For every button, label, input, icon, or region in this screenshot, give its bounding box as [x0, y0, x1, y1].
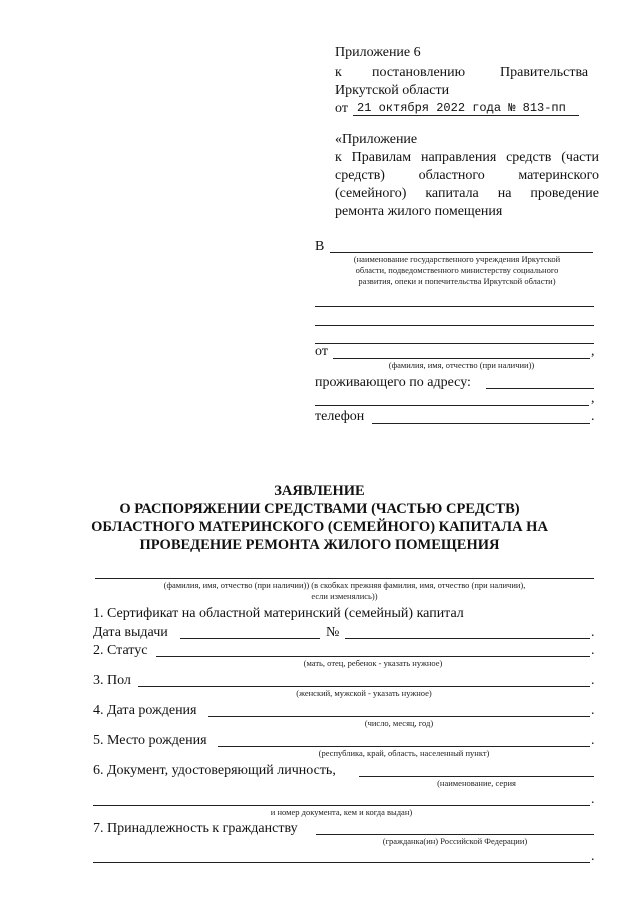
- item4-dot: .: [591, 703, 595, 718]
- addressee-hint-2: области, подведомственного министерству социального: [355, 265, 559, 275]
- certificate-number-sign: №: [326, 625, 340, 640]
- phone-label: телефон: [315, 409, 365, 424]
- addressee-blank-line-3[interactable]: [315, 343, 594, 344]
- citizenship-line-2[interactable]: [93, 862, 590, 863]
- addressee-to: В: [315, 239, 325, 254]
- residence-line-1[interactable]: [486, 388, 594, 389]
- from-fio-line[interactable]: [333, 358, 590, 359]
- rules-line-2: к Правилам направления средств (части: [335, 150, 599, 165]
- status-hint: (мать, отец, ребенок - указать нужное): [303, 658, 443, 668]
- appendix-region: Иркутской области: [335, 83, 450, 98]
- rules-line-5: ремонта жилого помещения: [335, 204, 503, 219]
- appendix-government: Правительства: [500, 65, 589, 80]
- addressee-blank-line-2[interactable]: [315, 325, 594, 326]
- citizenship-hint: (гражданка(ин) Российской Федерации): [382, 836, 528, 846]
- residence-label: проживающего по адресу:: [315, 375, 471, 390]
- status-line[interactable]: [156, 656, 590, 657]
- applicant-fio-line[interactable]: [95, 578, 594, 579]
- statement-heading-3: ОБЛАСТНОГО МАТЕРИНСКОГО (СЕМЕЙНОГО) КАПИТАЛА НА: [91, 519, 548, 535]
- birth-date-hint: (число, месяц, год): [364, 718, 434, 728]
- item-sex: 3. Пол: [93, 673, 131, 688]
- identity-document-hint-1: (наименование, серия: [437, 778, 516, 788]
- applicant-hint-2: если изменялись)): [311, 591, 378, 601]
- birth-place-hint: (республика, край, область, населенный пункт): [318, 748, 490, 758]
- item3-dot: .: [591, 673, 595, 688]
- birth-place-line[interactable]: [218, 746, 590, 747]
- item-identity-document: 6. Документ, удостоверяющий личность,: [93, 763, 336, 778]
- addressee-institution-line[interactable]: [330, 252, 593, 253]
- citizenship-line-1[interactable]: [316, 834, 594, 835]
- phone-line[interactable]: [372, 423, 590, 424]
- appendix-date-prefix: от: [335, 101, 348, 116]
- appendix-date-underline: [353, 115, 579, 116]
- appendix-date-value: 21 октября 2022 года № 813-пп: [357, 101, 566, 115]
- item-birth-place: 5. Место рождения: [93, 733, 207, 748]
- item-status: 2. Статус: [93, 643, 148, 658]
- certificate-number-line[interactable]: [345, 638, 590, 639]
- birth-date-line[interactable]: [208, 716, 590, 717]
- statement-heading-4: ПРОВЕДЕНИЕ РЕМОНТА ЖИЛОГО ПОМЕЩЕНИЯ: [139, 537, 500, 553]
- issue-date-line[interactable]: [180, 638, 320, 639]
- issue-date-label: Дата выдачи: [93, 625, 168, 640]
- item-birth-date: 4. Дата рождения: [93, 703, 197, 718]
- residence-line-2[interactable]: [315, 405, 589, 406]
- applicant-hint-1: (фамилия, имя, отчество (при наличии)) (в скобках прежняя фамилия, имя, отчество (при наличии),: [163, 580, 526, 590]
- item1-dot: .: [591, 625, 595, 640]
- appendix-number: Приложение 6: [335, 45, 421, 60]
- item-citizenship: 7. Принадлежность к гражданству: [93, 821, 298, 836]
- appendix-resolution: постановлению: [372, 65, 466, 80]
- item2-dot: .: [591, 643, 595, 658]
- rules-line-4: (семейного) капитала на проведение: [335, 186, 599, 201]
- statement-title: ЗАЯВЛЕНИЕ: [274, 483, 365, 499]
- addressee-hint-1: (наименование государственного учреждения Иркутской: [353, 254, 561, 264]
- addressee-hint-3: развития, опеки и попечительства Иркутской области): [358, 276, 556, 286]
- item7-dot: .: [591, 849, 595, 864]
- rules-appendix-title: «Приложение: [335, 132, 418, 147]
- identity-document-line-1[interactable]: [359, 776, 594, 777]
- residence-comma: ,: [591, 391, 595, 406]
- item5-dot: .: [591, 733, 595, 748]
- statement-heading-2: О РАСПОРЯЖЕНИИ СРЕДСТВАМИ (ЧАСТЬЮ СРЕДСТВ): [119, 501, 520, 517]
- appendix-k: к: [335, 65, 342, 80]
- item-certificate: 1. Сертификат на областной материнский (семейный) капитал: [93, 606, 464, 621]
- phone-dot: .: [591, 409, 595, 424]
- sex-hint: (женский, мужской - указать нужное): [296, 688, 432, 698]
- from-fio-hint: (фамилия, имя, отчество (при наличии)): [388, 360, 535, 370]
- sex-line[interactable]: [138, 686, 590, 687]
- item6-dot: .: [591, 792, 595, 807]
- from-comma: ,: [591, 344, 595, 359]
- identity-document-line-2[interactable]: [93, 805, 590, 806]
- rules-line-3: средств) областного материнского: [335, 168, 599, 183]
- identity-document-hint-2: и номер документа, кем и когда выдан): [270, 807, 413, 817]
- from-prefix: от: [315, 344, 328, 359]
- addressee-blank-line-1[interactable]: [315, 306, 594, 307]
